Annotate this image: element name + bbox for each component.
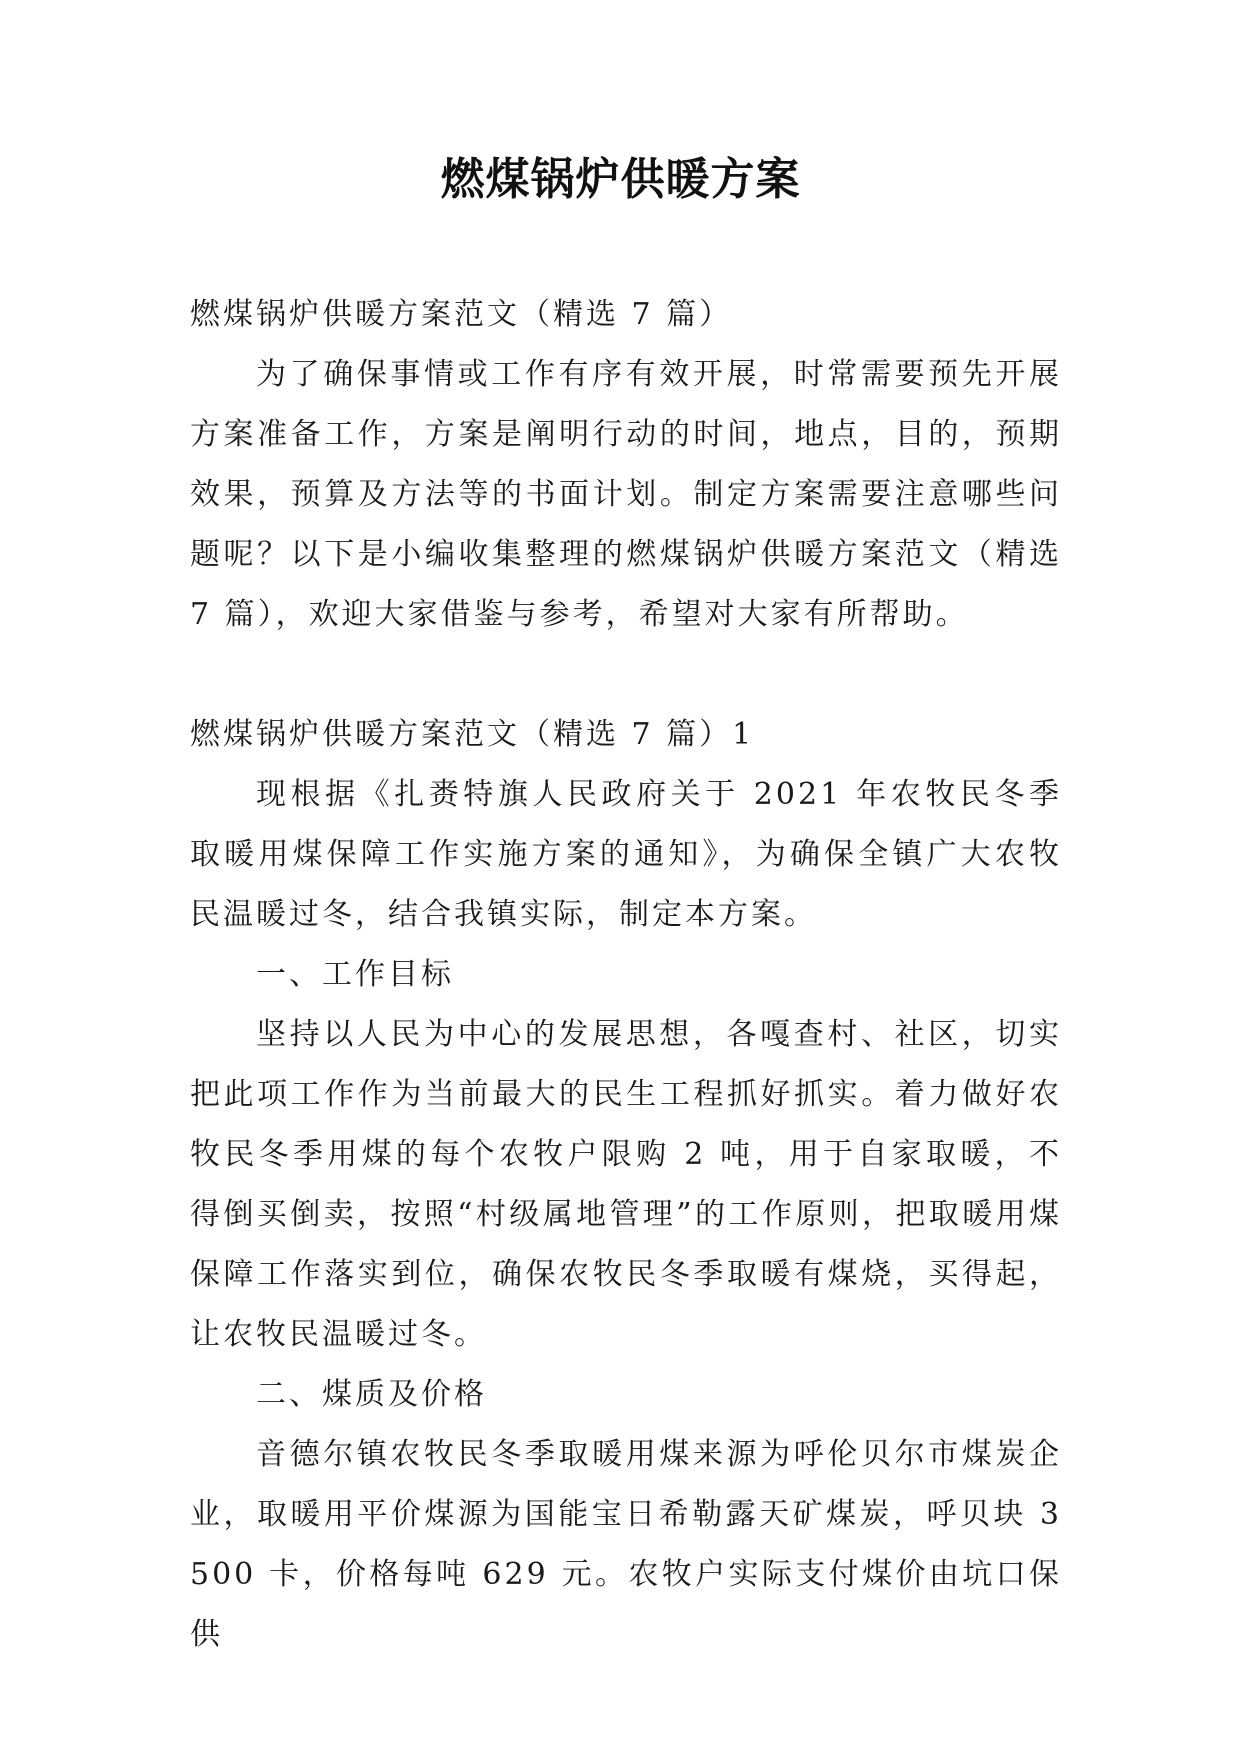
part-heading-coal-price: 二、煤质及价格 [256,1377,487,1412]
coal-price-paragraph: 音德尔镇农牧民冬季取暖用煤来源为呼伦贝尔市煤炭企业，取暖用平价煤源为国能宝日希勒露天矿煤炭，呼贝块 3500 卡，价格每吨 629 元。农牧户实际支付煤价由坑口保供 [190,1437,1062,1652]
section-heading: 燃煤锅炉供暖方案范文（精选 7 篇）1 [190,717,755,752]
goals-paragraph: 坚持以人民为中心的发展思想，各嘎查村、社区，切实把此项工作作为当前最大的民生工程抓好抓实。着力做好农牧民冬季用煤的每个农牧户限购 2 吨，用于自家取暖，不得倒买倒卖，按照“村级属地管理”的工作原则，把取暖用煤保障工作落实到位，确保农牧民冬季取暖有煤烧，买得起，让农牧民温暖过冬。 [190,1017,1062,1352]
part-heading-goals: 一、工作目标 [256,957,454,992]
document-body [190,285,1062,1665]
document-title: 燃煤锅炉供暖方案 [440,154,801,205]
paragraph-spacer [190,645,1062,705]
section-paragraph: 现根据《扎赉特旗人民政府关于 2021 年农牧民冬季取暖用煤保障工作实施方案的通知》，为确保全镇广大农牧民温暖过冬，结合我镇实际，制定本方案。 [190,777,1062,932]
intro-paragraph: 为了确保事情或工作有序有效开展，时常需要预先开展方案准备工作，方案是阐明行动的时间，地点，目的，预期效果，预算及方法等的书面计划。制定方案需要注意哪些问题呢？以下是小编收集整理的燃煤锅炉供暖方案范文（精选 7 篇），欢迎大家借鉴与参考，希望对大家有所帮助。 [190,357,1062,632]
document-subtitle: 燃煤锅炉供暖方案范文（精选 7 篇） [190,297,733,332]
